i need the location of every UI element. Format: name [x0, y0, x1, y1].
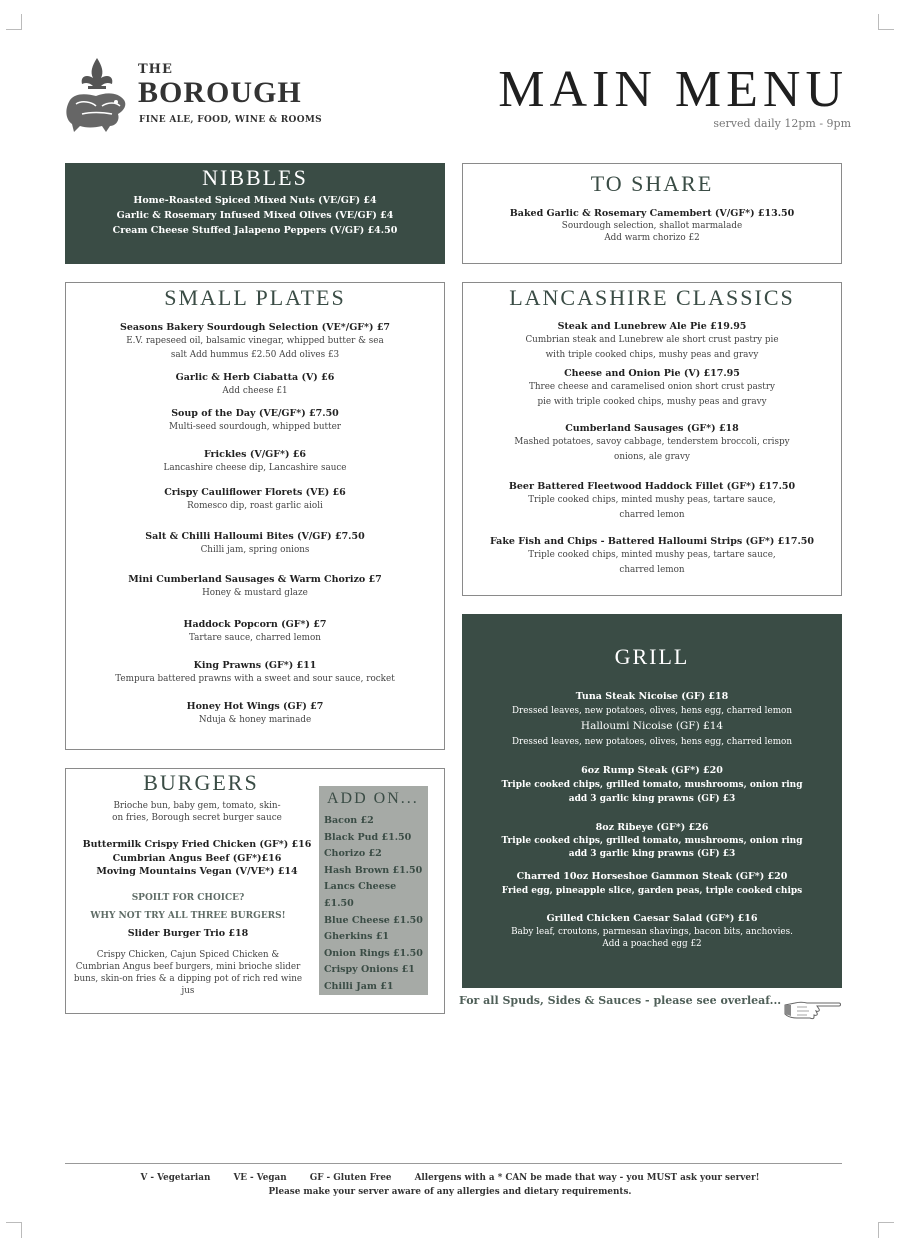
menu-item-name: Cheese and Onion Pie (V) £17.95	[564, 368, 740, 379]
to-share-title: TO SHARE	[590, 171, 714, 196]
menu-item-desc: add 3 garlic king prawns (GF) £3	[568, 794, 736, 804]
menu-item-name: Grilled Chicken Caesar Salad (GF*) £16	[546, 913, 758, 924]
menu-item-desc: Add cheese £1	[222, 386, 288, 396]
menu-item-desc: with triple cooked chips, mushy peas and gravy	[545, 350, 759, 360]
menu-item-desc: Chilli jam, spring onions	[200, 545, 310, 555]
grill-title: GRILL	[614, 644, 690, 669]
fleur-de-lis-lion-crest-icon	[62, 56, 132, 136]
add-on-item: Gherkins £1	[324, 931, 390, 943]
lancashire-classics-title: LANCASHIRE CLASSICS	[509, 285, 795, 310]
menu-item-name: Baked Garlic & Rosemary Camembert (V/GF*) £13.50	[509, 208, 795, 219]
menu-item-desc: Triple cooked chips, minted mushy peas, tartare sauce,	[528, 550, 776, 560]
nibbles-title: NIBBLES	[202, 165, 308, 190]
menu-item-name: Fake Fish and Chips - Battered Halloumi Strips (GF*) £17.50	[489, 536, 815, 547]
key-allergens: Allergens with a * CAN be made that way - you MUST ask your server!	[414, 1173, 760, 1183]
pointing-hand-icon	[783, 997, 843, 1023]
burgers-intro: Brioche bun, baby gem, tomato, skin-	[113, 801, 281, 811]
nibbles-item: Garlic & Rosemary Infused Mixed Olives (VE/GF) £4	[116, 210, 394, 221]
menu-item-name: Steak and Lunebrew Ale Pie £19.95	[557, 321, 747, 332]
menu-item-desc: onions, ale gravy	[614, 452, 690, 462]
grill-panel	[462, 614, 842, 988]
add-on-item: Crispy Onions £1	[324, 964, 415, 976]
menu-item-desc: Baby leaf, croutons, parmesan shavings, bacon bits, anchovies.	[511, 927, 793, 937]
menu-item-desc: pie with triple cooked chips, mushy peas and gravy	[537, 397, 767, 407]
burgers-title: BURGERS	[143, 770, 259, 795]
served-hours: served daily 12pm - 9pm	[713, 117, 851, 130]
small-plates-title: SMALL PLATES	[164, 285, 346, 310]
menu-item-name: King Prawns (GF*) £11	[193, 660, 317, 671]
menu-item-desc: Sourdough selection, shallot marmalade	[561, 221, 743, 231]
menu-item-name: 8oz Ribeye (GF*) £26	[595, 822, 709, 833]
menu-item-desc: Add warm chorizo £2	[604, 233, 700, 243]
add-on-item: Chorizo £2	[324, 848, 382, 860]
menu-item-name: Frickles (V/GF*) £6	[203, 449, 307, 460]
menu-item-desc: Triple cooked chips, grilled tomato, mushrooms, onion ring	[501, 780, 803, 790]
add-on-item: Chilli Jam £1	[324, 980, 394, 992]
menu-item-name: 6oz Rump Steak (GF*) £20	[581, 765, 723, 776]
menu-item-desc: Cumbrian steak and Lunebrew ale short crust pastry pie	[525, 335, 779, 345]
dietary-key	[0, 1173, 900, 1183]
add-on-box	[319, 786, 428, 995]
menu-item-desc: Tempura battered prawns with a sweet and sour sauce, rocket	[115, 674, 395, 684]
nibbles-item: Home-Roasted Spiced Mixed Nuts (VE/GF) £4	[133, 195, 377, 206]
burger-item: Moving Mountains Vegan (V/VE*) £14	[96, 866, 298, 877]
menu-item-name: Salt & Chilli Halloumi Bites (V/GF) £7.50	[145, 531, 365, 542]
menu-item-name: Tuna Steak Nicoise (GF) £18	[575, 691, 729, 702]
burger-item: Buttermilk Crispy Fried Chicken (GF*) £16	[82, 839, 312, 850]
menu-item-desc: Three cheese and caramelised onion short crust pastry	[528, 382, 776, 392]
menu-item-name: Beer Battered Fleetwood Haddock Fillet (GF*) £17.50	[508, 481, 796, 492]
add-on-item: Onion Rings £1.50	[324, 947, 423, 959]
menu-item-desc: Tartare sauce, charred lemon	[189, 633, 321, 643]
menu-item-desc: Lancashire cheese dip, Lancashire sauce	[163, 463, 347, 473]
slider-trio-desc: jus	[181, 986, 195, 996]
nibbles-item: Cream Cheese Stuffed Jalapeno Peppers (V/GF) £4.50	[112, 225, 398, 236]
nibbles-panel	[65, 163, 445, 264]
menu-item-desc: charred lemon	[619, 510, 685, 520]
footer-divider	[65, 1163, 842, 1164]
menu-item-name: Seasons Bakery Sourdough Selection (VE*/GF*) £7	[119, 322, 391, 333]
key-gluten-free: GF - Gluten Free	[309, 1173, 392, 1183]
menu-item-desc: Mashed potatoes, savoy cabbage, tenderstem broccoli, crispy	[514, 437, 790, 447]
spoilt-for-choice: SPOILT FOR CHOICE?	[131, 893, 245, 903]
menu-item-desc: E.V. rapeseed oil, balsamic vinegar, whipped butter & sea	[126, 336, 384, 346]
menu-item-name: Garlic & Herb Ciabatta (V) £6	[175, 372, 335, 383]
slider-trio-name: Slider Burger Trio £18	[127, 928, 249, 939]
why-not-try: WHY NOT TRY ALL THREE BURGERS!	[90, 911, 286, 921]
slider-trio-desc: Crispy Chicken, Cajun Spiced Chicken &	[96, 950, 280, 960]
add-on-item: Lancs Cheese £1.50	[324, 881, 397, 909]
menu-item-desc: Fried egg, pineapple slice, garden peas, triple cooked chips	[501, 886, 803, 896]
menu-item-name: Cumberland Sausages (GF*) £18	[565, 423, 739, 434]
menu-item-desc: Romesco dip, roast garlic aioli	[187, 501, 323, 511]
menu-item-desc: Triple cooked chips, minted mushy peas, tartare sauce,	[528, 495, 776, 505]
crop-mark	[878, 1222, 894, 1238]
logo-the: THE	[138, 62, 173, 77]
crop-mark	[6, 1222, 22, 1238]
add-on-item: Blue Cheese £1.50	[324, 914, 423, 926]
menu-item-desc: salt Add hummus £2.50 Add olives £3	[170, 350, 340, 360]
burgers-intro: on fries, Borough secret burger sauce	[112, 813, 282, 823]
menu-item-name: Haddock Popcorn (GF*) £7	[183, 619, 327, 630]
to-share-panel	[462, 163, 842, 264]
menu-item-desc: charred lemon	[619, 565, 685, 575]
logo	[62, 56, 342, 136]
overleaf-note: For all Spuds, Sides & Sauces - please see overleaf...	[459, 994, 782, 1007]
allergy-note: Please make your server aware of any allergies and dietary requirements.	[268, 1187, 632, 1197]
menu-item-desc: Honey & mustard glaze	[202, 588, 308, 598]
add-on-title: ADD ON...	[327, 790, 419, 807]
slider-trio-desc: buns, skin-on fries & a dipping pot of rich red wine	[73, 974, 303, 984]
small-plates-panel	[65, 282, 445, 750]
key-vegetarian: V - Vegetarian	[140, 1173, 211, 1183]
add-on-item: Bacon £2	[324, 815, 374, 826]
logo-tagline: FINE ALE, FOOD, WINE & ROOMS	[139, 115, 322, 125]
lancashire-classics-panel	[462, 282, 842, 596]
menu-item-name: Soup of the Day (VE/GF*) £7.50	[171, 408, 339, 419]
menu-item-desc: Add a poached egg £2	[602, 939, 702, 949]
slider-trio-desc: Cumbrian Angus beef burgers, mini brioche slider	[75, 962, 301, 972]
key-vegan: VE - Vegan	[233, 1173, 287, 1183]
menu-item-desc: Nduja & honey marinade	[198, 715, 312, 725]
logo-name: BOROUGH	[138, 76, 302, 109]
add-on-item: Black Pud £1.50	[324, 831, 412, 843]
menu-item-desc: Dressed leaves, new potatoes, olives, hens egg, charred lemon	[511, 737, 793, 747]
page-title: MAIN MENU	[498, 61, 848, 118]
menu-item-name: Mini Cumberland Sausages & Warm Chorizo £7	[128, 574, 382, 585]
menu-item-name: Halloumi Nicoise (GF) £14	[580, 720, 724, 732]
add-on-item: Hash Brown £1.50	[324, 864, 423, 876]
menu-item-name: Charred 10oz Horseshoe Gammon Steak (GF*) £20	[516, 871, 788, 882]
crop-mark	[878, 14, 894, 30]
menu-item-desc: add 3 garlic king prawns (GF) £3	[568, 849, 736, 859]
menu-item-desc: Multi-seed sourdough, whipped butter	[168, 422, 341, 432]
menu-item-desc: Triple cooked chips, grilled tomato, mushrooms, onion ring	[501, 836, 803, 846]
burger-item: Cumbrian Angus Beef (GF*)£16	[112, 852, 282, 864]
menu-item-name: Crispy Cauliflower Florets (VE) £6	[164, 487, 346, 498]
menu-item-desc: Dressed leaves, new potatoes, olives, hens egg, charred lemon	[511, 706, 793, 716]
crop-mark	[6, 14, 22, 30]
menu-item-name: Honey Hot Wings (GF) £7	[186, 701, 324, 712]
